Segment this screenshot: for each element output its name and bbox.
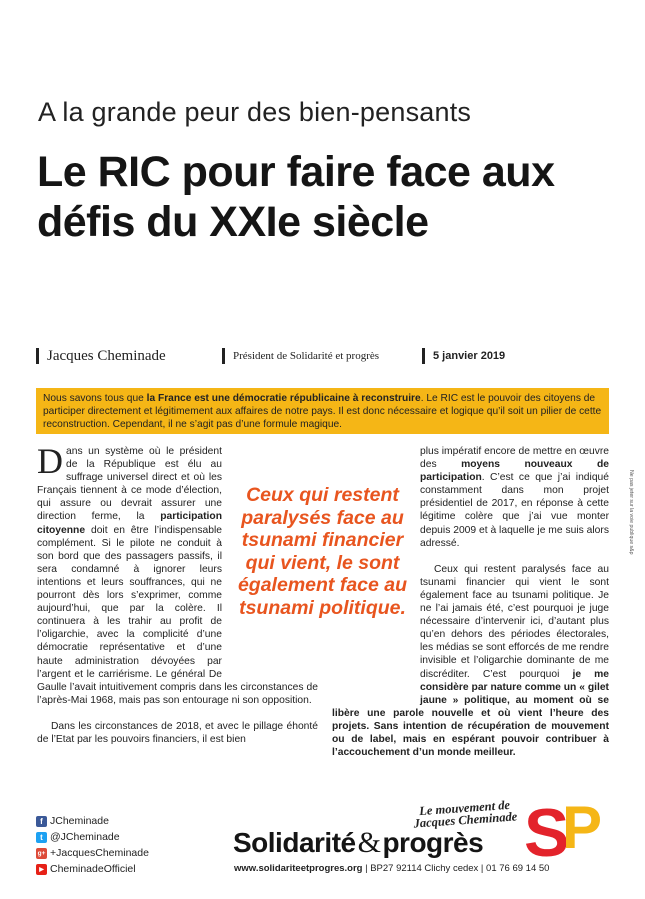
logo-word: Solidarité: [233, 827, 356, 858]
paragraph-emphasis: participation citoyenne: [37, 511, 222, 536]
intro-highlight: la France est une démocratie républicaine à reconstruire: [146, 393, 421, 404]
paragraph-text: Ceux qui restent paralysés face au tsunami financier qui vient le sont également face au tsunami politique. Je ne l’ai jamais été, c’est pourquoi je juge nécessaire d’intervenir ici, d’autant plus qu’en dehors des périodes électorales, les médias se sont efforcés de me rendre invisible et l’oligarchie dominante de me discréditer. C’est pourquoi: [420, 563, 609, 680]
twitter-icon: t: [36, 832, 47, 843]
intro-text: . Le RIC est le pouvoir des citoyens de participer directement et légitimement aux affaires de notre pays. Il est donc nécessaire et logique qu’il soit un pilier de cette reconstruction. Cependant, il ne s’agit pas d’une formule magique.: [43, 393, 602, 430]
social-label: CheminadeOfficiel: [50, 863, 136, 875]
logo-mark-s: S: [524, 796, 570, 862]
paragraph: Dans les circonstances de 2018, et avec le pillage éhonté de l’Etat par les pouvoirs financiers, il est bien: [37, 720, 318, 745]
logo-ampersand: &: [357, 826, 381, 859]
google-plus-icon: g+: [37, 849, 46, 857]
paragraph-emphasis: moyens nouveaux de participation: [420, 459, 610, 484]
logo-mark-p: P: [562, 796, 603, 861]
kicker: A la grande peur des bien-pensants: [38, 97, 472, 127]
phone-number: 01 76 69 14 50: [486, 863, 550, 874]
social-facebook[interactable]: [36, 815, 109, 827]
publication-date: 5 janvier 2019: [433, 350, 506, 362]
vertical-note: Ne pas jeter sur la voie publique s&p: [628, 470, 634, 555]
social-twitter[interactable]: [36, 831, 120, 843]
byline-role: [222, 347, 379, 365]
postal-address: BP27 92114 Clichy cedex: [370, 863, 479, 874]
paragraph-text: ans un système où le président de la République est élu au suffrage universel direct et où les Français tiennent à ce mode d’élection, qui assure ou devrait assurer une direction ferme, la: [37, 446, 222, 523]
paragraph-text: . C’est ce que j’ai indiqué constamment dans mon projet présidentiel de 2017, en réponse à cette légitime colère que j’ai vue monter depuis 2009 et à laquelle je me suis alors adressé.: [420, 472, 609, 549]
drop-cap: D: [37, 441, 63, 481]
youtube-icon: ▶: [36, 864, 47, 875]
byline-divider: [422, 348, 425, 364]
pull-quote: Ceux qui restent paralysés face au tsunami financier qui vient, le sont également face au tsunami politique.: [237, 484, 408, 619]
byline-date: [422, 347, 505, 365]
intro-box: [36, 388, 609, 434]
social-youtube[interactable]: [36, 863, 136, 875]
website-link[interactable]: www.solidariteetprogres.org: [234, 863, 363, 874]
social-label: JCheminade: [50, 815, 109, 827]
facebook-icon: f: [36, 816, 47, 827]
social-label: +JacquesCheminade: [50, 847, 149, 859]
paragraph-emphasis: je me considère par nature comme un « gilet jaune » politique, au moment où se libère une parole nouvelle et où vient l’heure des projets. Sans intention de récupération de mouvement ou de label, mais en espérant pouvoir contribuer à l’accouchement d’un monde meilleur.: [332, 668, 609, 759]
byline-divider: [222, 348, 225, 364]
author-role: Président de Solidarité et progrès: [233, 350, 380, 362]
paragraph-text: plus impératif encore de mettre en œuvre des: [420, 446, 609, 471]
logo-slogan: Le mouvement de Jacques Cheminade: [413, 797, 518, 831]
byline-author: [36, 347, 166, 365]
logo-word: progrès: [382, 827, 484, 858]
contact-line: www.solidariteetprogres.org | BP27 92114 Clichy cedex | 01 76 69 14 50: [234, 863, 550, 874]
social-google-plus[interactable]: [36, 847, 149, 859]
intro-text: Nous savons tous que: [43, 393, 147, 404]
paragraph-text: doit en être l’indispensable complément. Si le pilote ne conduit à son bord que des passagers passifs, il sera condamné à ignorer leurs intentions et leurs souffrances, qui ne pourront dès lors s’exprimer, comme aujourd’hui, que par la colère. Il continuera à les trahir au profit de l’oligarchie, avec la complicité d’une démocratie représentative et d’une haute administration dévoyées par l’argent et le carriérisme. Le général De Gaulle l’avait intuitivement compris dans les circonstances de l’après-Mai 1968, mais pas son entourage ni son opposition.: [37, 524, 318, 706]
author-name: Jacques Cheminade: [47, 347, 166, 364]
sp-logo-mark: [522, 796, 612, 862]
headline: Le RIC pour faire face aux défis du XXIe siècle: [37, 148, 555, 246]
logo-wordmark: [233, 826, 483, 860]
social-label: @JCheminade: [50, 831, 120, 843]
byline-divider: [36, 348, 39, 364]
